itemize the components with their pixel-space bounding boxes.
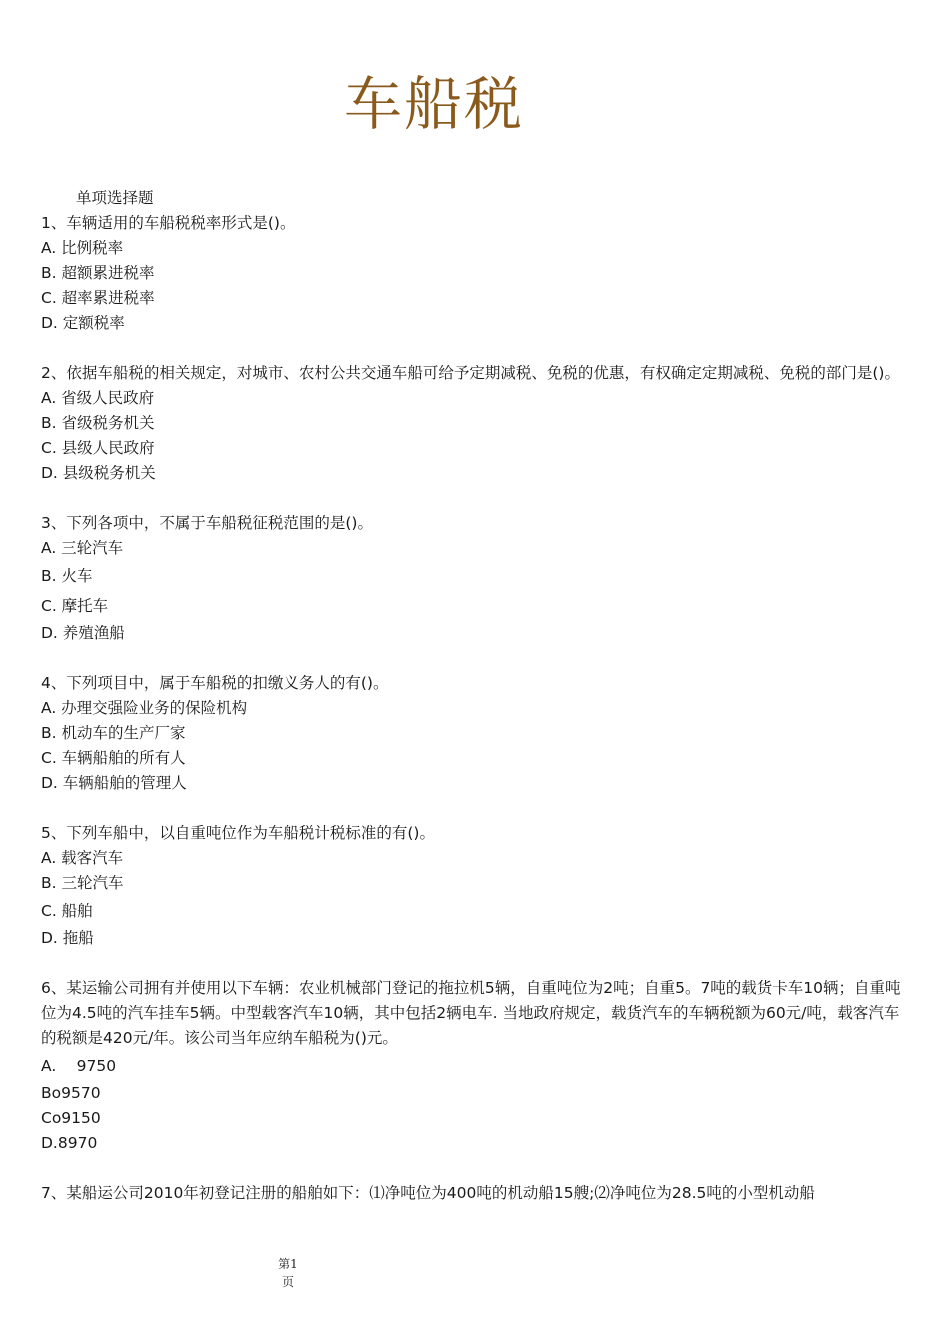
- question-5: [41, 821, 913, 951]
- option-a: A. 省级人民政府: [41, 389, 155, 407]
- option-c: C. 车辆船舶的所有人: [41, 749, 186, 767]
- option-a: A. 载客汽车: [41, 849, 124, 867]
- option-d: D. 县级税务机关: [41, 464, 156, 482]
- question-7: [41, 1181, 913, 1206]
- question-stem: 1、车辆适用的车船税税率形式是()。: [41, 214, 296, 232]
- option-d: D. 拖船: [41, 929, 94, 947]
- option-b: B. 三轮汽车: [41, 874, 124, 892]
- question-stem: 7、某船运公司2010年初登记注册的船舶如下：⑴净吨位为400吨的机动船15艘;⑵净吨位为28.5吨的小型机动船: [41, 1184, 815, 1202]
- question-stem: 5、下列车船中，以自重吨位作为车船税计税标准的有()。: [41, 824, 435, 842]
- page-number: [278, 1255, 298, 1291]
- option-d: D. 养殖渔船: [41, 624, 125, 642]
- option-a: A. 比例税率: [41, 239, 124, 257]
- question-2: [41, 361, 913, 486]
- option-b: B. 省级税务机关: [41, 414, 155, 432]
- page-number-line2: 页: [281, 1275, 294, 1289]
- question-stem: 2、依据车船税的相关规定，对城市、农村公共交通车船可给予定期减税、免税的优惠，有权确定定期减税、免税的部门是()。: [41, 364, 900, 382]
- option-d: D. 定额税率: [41, 314, 125, 332]
- page-number-line1: 第1: [278, 1257, 298, 1271]
- option-a: A. 三轮汽车: [41, 539, 124, 557]
- question-list: [41, 211, 913, 1206]
- question-3: [41, 511, 913, 646]
- option-b: B. 机动车的生产厂家: [41, 724, 186, 742]
- option-d: D.8970: [41, 1134, 98, 1152]
- option-c: C. 超率累进税率: [41, 289, 155, 307]
- option-c: Co9150: [41, 1109, 101, 1127]
- section-heading: 单项选择题: [76, 189, 154, 207]
- question-6: [41, 976, 913, 1156]
- document-title: 车船税: [343, 70, 524, 138]
- option-c: C. 县级人民政府: [41, 439, 155, 457]
- option-c: C. 船舶: [41, 902, 93, 920]
- option-d: D. 车辆船舶的管理人: [41, 774, 187, 792]
- option-a: A. 办理交强险业务的保险机构: [41, 699, 248, 717]
- option-b: Bo9570: [41, 1084, 101, 1102]
- question-1: [41, 211, 913, 336]
- option-a: A. 9750: [41, 1057, 117, 1075]
- question-stem: 3、下列各项中，不属于车船税征税范围的是()。: [41, 514, 373, 532]
- question-stem: 6、某运输公司拥有并使用以下车辆：农业机械部门登记的拖拉机5辆，自重吨位为2吨；自重5。7吨的载货卡车10辆；自重吨位为4.5吨的汽车挂车5辆。中型载客汽车10辆，其中包括2辆电车. 当地政府规定，载货汽车的车辆税额为60元/吨，载客汽车的税额是420元/年。该公司当年应纳车船税为()元。: [41, 979, 901, 1047]
- option-c: C. 摩托车: [41, 597, 109, 615]
- option-b: B. 火车: [41, 567, 93, 585]
- option-b: B. 超额累进税率: [41, 264, 155, 282]
- question-4: [41, 671, 913, 796]
- question-stem: 4、下列项目中，属于车船税的扣缴义务人的有()。: [41, 674, 389, 692]
